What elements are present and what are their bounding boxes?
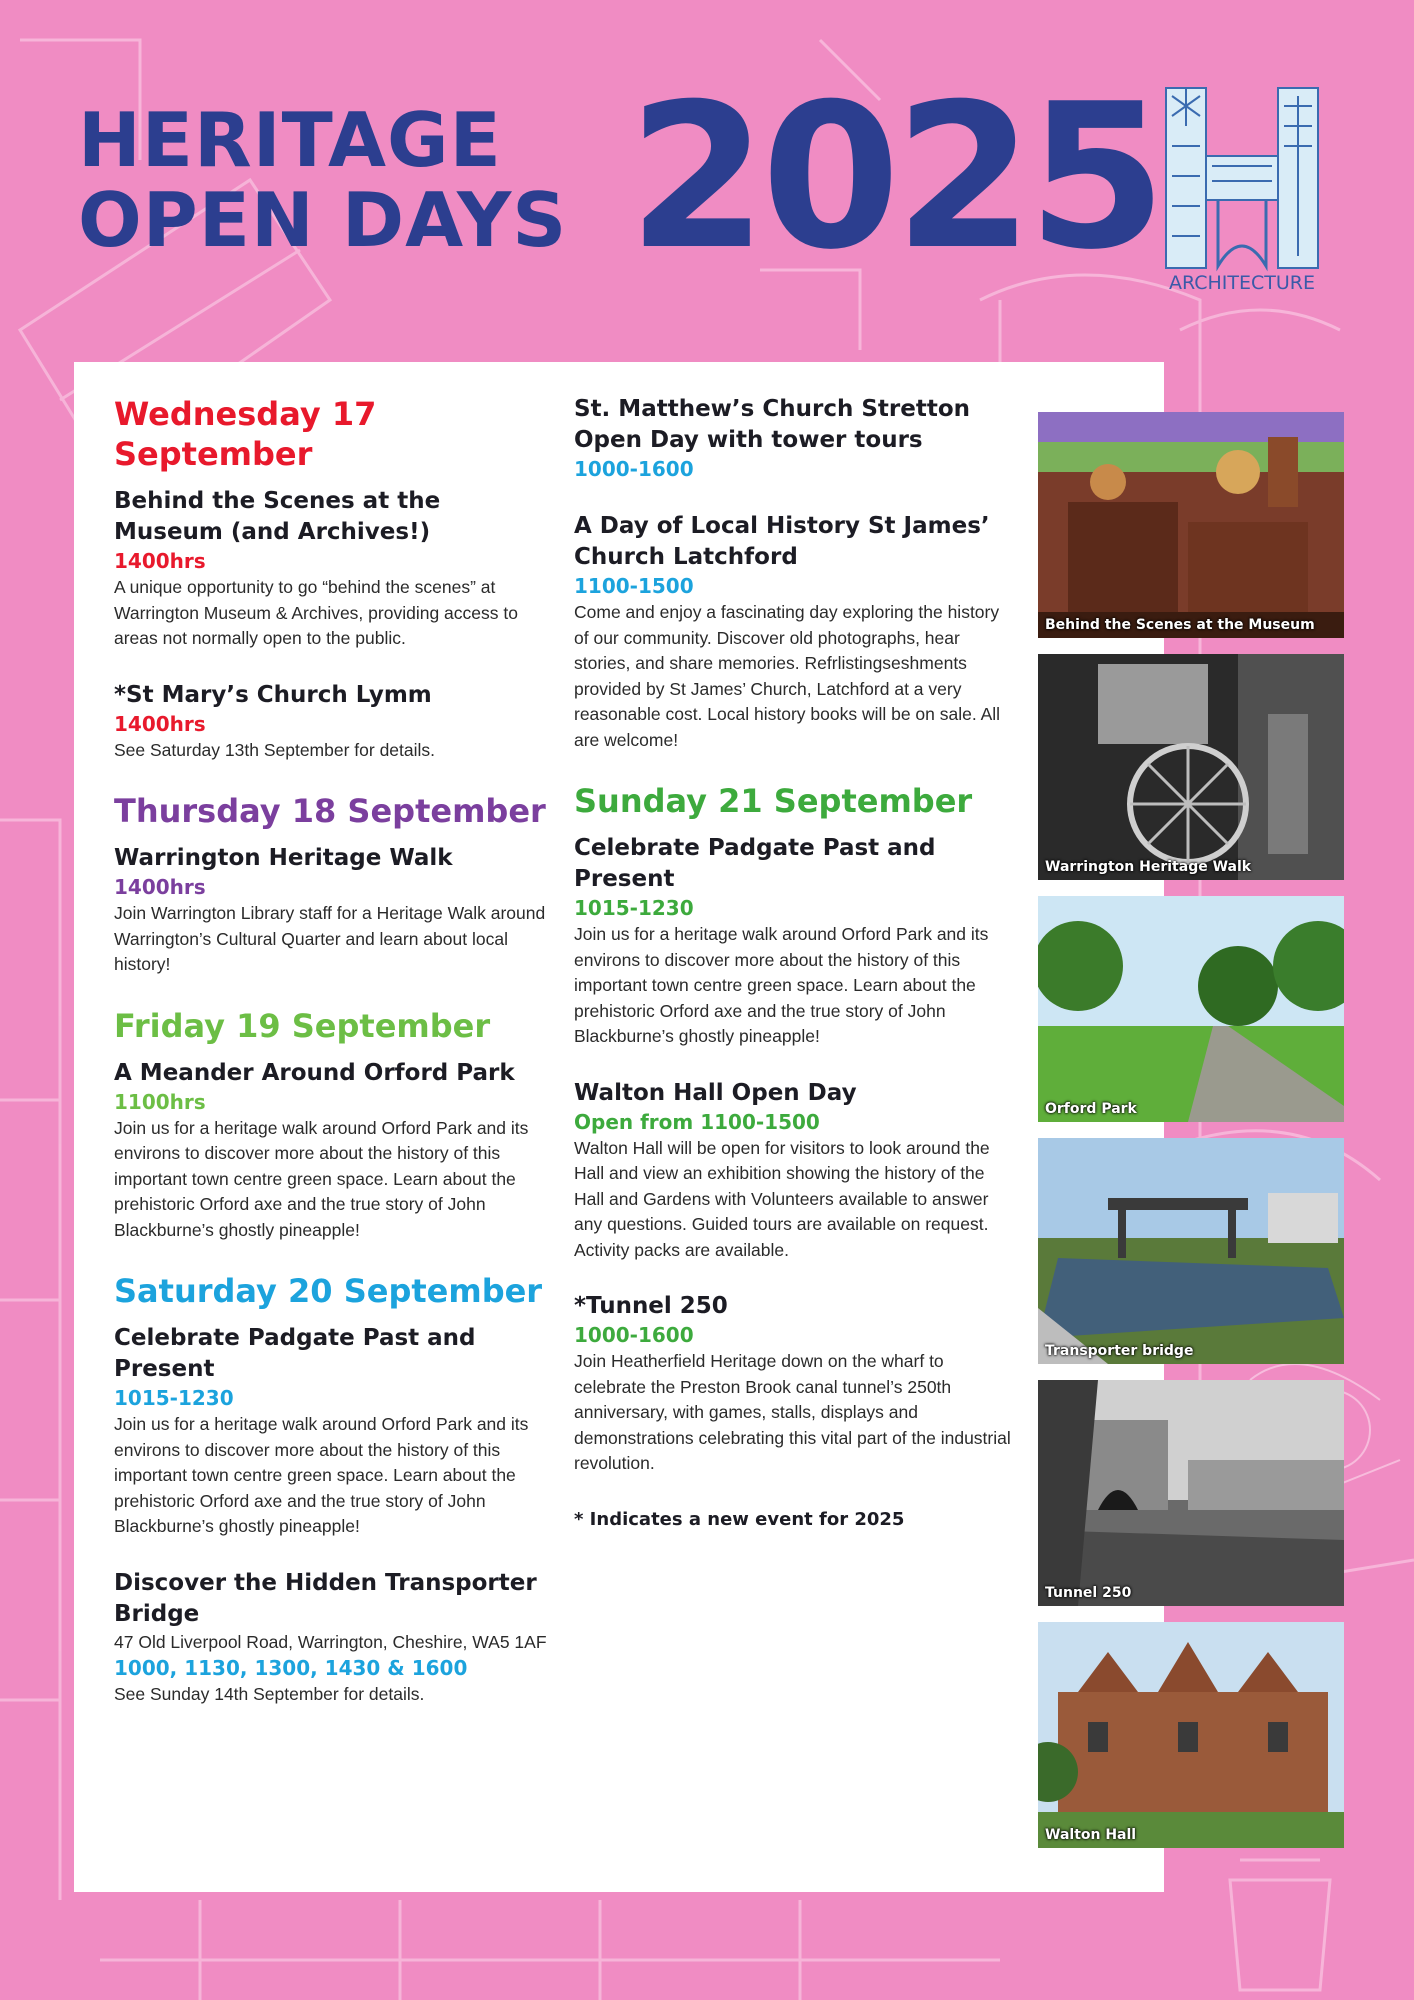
event-orford-meander xyxy=(114,1058,554,1244)
event-description: Join Warrington Library staff for a Heritage Walk around Warrington’s Cultural Quarter and learn about local history! xyxy=(114,903,546,974)
tunnel-250-image xyxy=(1038,1380,1344,1606)
event-title: St. Matthew’s Church Stretton Open Day with tower tours xyxy=(574,396,971,453)
event-time: 1400hrs xyxy=(114,549,206,573)
event-time: 1400hrs xyxy=(114,711,206,736)
title-line-2: OPEN DAYS xyxy=(78,176,568,264)
event-museum xyxy=(114,486,554,652)
event-description: Join Heatherfield Heritage down on the wharf to celebrate the Preston Brook canal tunnel’s 250th anniversary, with games, stalls, displays and demonstrations celebrating this vital part of the industrial revolution. xyxy=(574,1351,1011,1473)
event-time: 1000-1600 xyxy=(574,457,694,481)
logo-label: ARCHITECTURE xyxy=(1168,272,1315,294)
event-title: Celebrate Padgate Past and Present xyxy=(574,835,936,892)
poster-title xyxy=(78,96,568,264)
day-heading-saturday: Saturday 20 September xyxy=(114,1272,543,1310)
walton-hall-image xyxy=(1038,1622,1344,1848)
day-heading-thursday: Thursday 18 September xyxy=(114,792,546,830)
event-time: 1100-1500 xyxy=(574,574,694,598)
title-line-1: HERITAGE xyxy=(78,96,502,184)
event-walton-hall xyxy=(574,1078,1014,1264)
event-heritage-walk xyxy=(114,843,554,978)
day-heading-friday: Friday 19 September xyxy=(114,1006,491,1045)
event-time: 1015-1230 xyxy=(114,1386,234,1410)
photo-transporter-bridge xyxy=(1038,1138,1344,1364)
transporter-bridge-image xyxy=(1038,1138,1344,1364)
event-time: Open from 1100-1500 xyxy=(574,1109,820,1134)
photo-museum xyxy=(1038,412,1344,638)
event-title: Celebrate Padgate Past and Present xyxy=(114,1325,476,1382)
event-description: Join us for a heritage walk around Orford Park and its environs to discover more about the history of this important town centre green space. Learn about the prehistoric Orford axe and the true story of John Blackburne’s ghostly pineapple! xyxy=(574,924,989,1046)
new-event-note: * Indicates a new event for 2025 xyxy=(574,1508,905,1530)
day-heading-wednesday: Wednesday 17 September xyxy=(114,395,377,473)
photo-tunnel-250 xyxy=(1038,1380,1344,1606)
orford-park-image xyxy=(1038,896,1344,1122)
event-description: Join us for a heritage walk around Orford Park and its environs to discover more about the history of this important town centre green space. Learn about the prehistoric Orford axe and the true story of John Blackburne’s ghostly pineapple! xyxy=(114,1414,529,1536)
event-time: 1000-1600 xyxy=(574,1323,694,1347)
photo-walton-hall xyxy=(1038,1622,1344,1848)
event-title: A Day of Local History St James’ Church Latchford xyxy=(574,513,990,570)
photo-caption: Transporter bridge xyxy=(1045,1343,1194,1359)
event-padgate-sat xyxy=(114,1323,554,1540)
event-description: Join us for a heritage walk around Orford Park and its environs to discover more about the history of this important town centre green space. Learn about the prehistoric Orford axe and the true story of John Blackburne’s ghostly pineapple! xyxy=(114,1117,529,1240)
event-description: See Saturday 13th September for details. xyxy=(114,739,436,760)
left-column xyxy=(114,394,554,1736)
event-title: A Meander Around Orford Park xyxy=(114,1059,515,1086)
photo-caption: Walton Hall xyxy=(1045,1827,1137,1843)
event-st-matthews xyxy=(574,394,1014,483)
museum-image xyxy=(1038,412,1344,638)
event-time: 1015-1230 xyxy=(574,896,694,920)
event-st-marys xyxy=(114,680,554,764)
event-time: 1100hrs xyxy=(114,1089,206,1114)
event-title: *St Mary’s Church Lymm xyxy=(114,681,432,708)
event-transporter-bridge xyxy=(114,1568,554,1708)
event-title: Discover the Hidden Transporter Bridge xyxy=(114,1569,537,1627)
event-st-james xyxy=(574,511,1014,753)
event-description: See Sunday 14th September for details. xyxy=(114,1684,425,1704)
event-time: 1000, 1130, 1300, 1430 & 1600 xyxy=(114,1656,468,1680)
event-title: *Tunnel 250 xyxy=(574,1293,728,1319)
event-description: Walton Hall will be open for visitors to look around the Hall and view an exhibition showing the history of the Hall and Gardens with Volunteers available to answer any questions. Guided tours are available on request. Activity packs are available. xyxy=(574,1137,990,1260)
photo-caption: Behind the Scenes at the Museum xyxy=(1045,617,1315,633)
photo-heritage-walk xyxy=(1038,654,1344,880)
middle-column xyxy=(574,394,1014,1530)
heritage-walk-image xyxy=(1038,654,1344,880)
event-title: Behind the Scenes at the Museum (and Archives!) xyxy=(114,488,441,545)
event-title: Warrington Heritage Walk xyxy=(114,845,453,871)
photo-orford-park xyxy=(1038,896,1344,1122)
photo-caption: Warrington Heritage Walk xyxy=(1045,859,1252,875)
event-padgate-sun xyxy=(574,833,1014,1050)
event-time: 1400hrs xyxy=(114,875,206,899)
event-title: Walton Hall Open Day xyxy=(574,1079,857,1106)
photo-caption: Orford Park xyxy=(1045,1101,1137,1117)
title-year: 2025 xyxy=(628,61,1161,294)
event-description: Come and enjoy a fascinating day exploring the history of our community. Discover old photographs, hear stories, and share memories. Refrlistingseshments provided by St James’ Church, Latchford at a very reasonable cost. Local history books will be on sale. All are welcome! xyxy=(574,602,1001,750)
event-description: A unique opportunity to go “behind the scenes” at Warrington Museum & Archives, providing access to areas not normally open to the public. xyxy=(114,577,518,648)
photo-caption: Tunnel 250 xyxy=(1045,1585,1132,1601)
event-address: 47 Old Liverpool Road, Warrington, Cheshire, WA5 1AF xyxy=(114,1631,547,1652)
day-heading-sunday: Sunday 21 September xyxy=(574,782,973,820)
event-tunnel-250 xyxy=(574,1291,1014,1477)
